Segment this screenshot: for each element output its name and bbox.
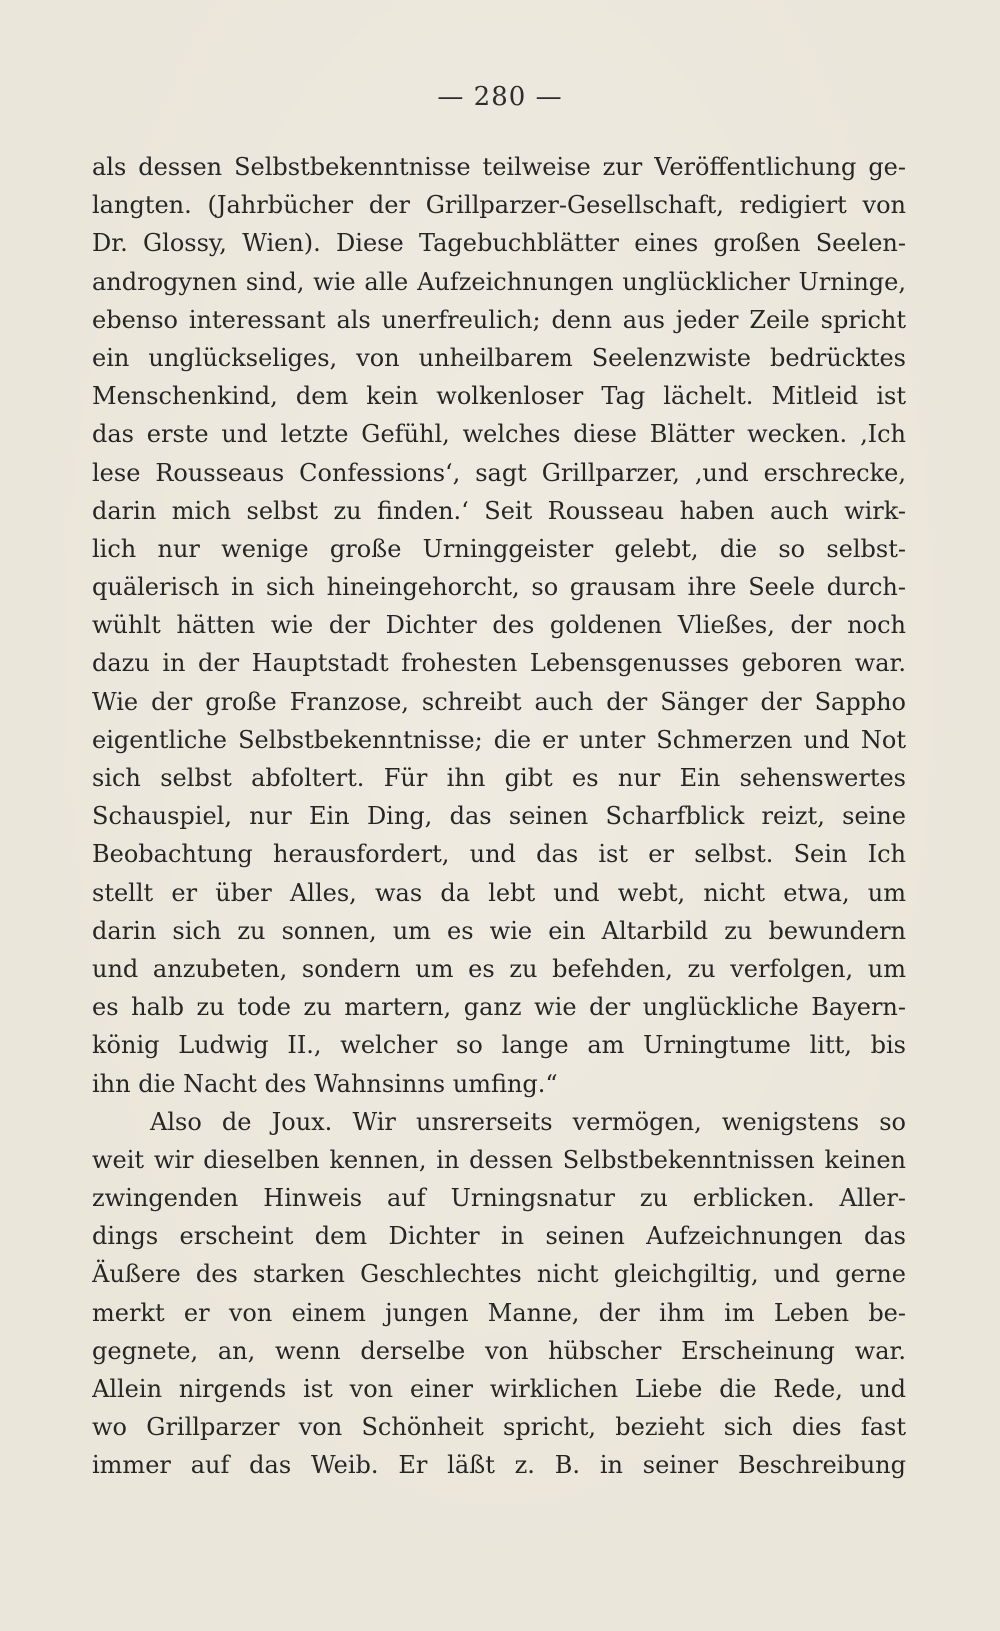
text-line: gegnete, an, wenn derselbe von hübscher Erscheinung war.	[92, 1336, 906, 1365]
text-line: dazu in der Hauptstadt frohesten Lebensgenusses geboren war.	[92, 649, 906, 678]
text-line: Schauspiel, nur Ein Ding, das seinen Scharfblick reizt, seine	[92, 802, 906, 831]
text-line: darin sich zu sonnen, um es wie ein Altarbild zu bewundern	[92, 916, 906, 945]
text-line: langten. (Jahrbücher der Grillparzer-Gesellschaft, redigiert von	[92, 191, 906, 220]
text-line: immer auf das Weib. Er läßt z. B. in seiner Beschreibung	[92, 1451, 906, 1480]
text-line: quälerisch in sich hineingehorcht, so grausam ihre Seele durch-	[92, 573, 906, 602]
text-line: wühlt hätten wie der Dichter des goldenen Vließes, der noch	[92, 611, 906, 640]
text-line: und anzubeten, sondern um es zu befehden, zu verfolgen, um	[92, 954, 906, 983]
text-line: wo Grillparzer von Schönheit spricht, bezieht sich dies fast	[92, 1413, 906, 1442]
text-line: Allein nirgends ist von einer wirklichen Liebe die Rede, und	[92, 1375, 906, 1403]
text-line: ihn die Nacht des Wahnsinns umfing.“	[92, 1069, 558, 1098]
text-line: Wie der große Franzose, schreibt auch der Sänger der Sappho	[92, 687, 906, 716]
text-line: könig Ludwig II., welcher so lange am Urningtume litt, bis	[92, 1031, 906, 1060]
body-text	[92, 148, 906, 1485]
text-line: Also de Joux. Wir unsrerseits vermögen, wenigstens so	[150, 1107, 906, 1136]
page-number: — 280 —	[437, 82, 563, 112]
text-line: Äußere des starken Geschlechtes nicht gleichgiltig, und gerne	[92, 1260, 906, 1289]
text-line: sich selbst abfoltert. Für ihn gibt es nur Ein sehenswertes	[92, 764, 906, 792]
text-line: ein unglückseliges, von unheilbarem Seelenzwiste bedrücktes	[92, 343, 906, 372]
text-line: Dr. Glossy, Wien). Diese Tagebuchblätter eines großen Seelen-	[92, 229, 906, 258]
text-line: es halb zu tode zu martern, ganz wie der unglückliche Bayern-	[92, 993, 906, 1022]
text-line: Menschenkind, dem kein wolkenloser Tag lächelt. Mitleid ist	[92, 382, 906, 411]
text-line: dings erscheint dem Dichter in seinen Aufzeichnungen das	[92, 1222, 906, 1251]
text-line: Beobachtung herausfordert, und das ist er selbst. Sein Ich	[92, 840, 906, 869]
text-line: das erste und letzte Gefühl, welches diese Blätter wecken. ‚Ich	[92, 420, 906, 449]
text-line: zwingenden Hinweis auf Urningsnatur zu erblicken. Aller-	[92, 1184, 906, 1213]
text-line: darin mich selbst zu finden.‘ Seit Rousseau haben auch wirk-	[92, 496, 906, 525]
text-line: stellt er über Alles, was da lebt und webt, nicht etwa, um	[92, 878, 906, 907]
text-line: ebenso interessant als unerfreulich; denn aus jeder Zeile spricht	[92, 305, 906, 334]
text-line: lich nur wenige große Urninggeister gelebt, die so selbst-	[92, 534, 906, 563]
text-line: merkt er von einem jungen Manne, der ihm im Leben be-	[92, 1298, 906, 1327]
text-line: als dessen Selbstbekenntnisse teilweise zur Veröffentlichung ge-	[92, 153, 906, 181]
text-line: lese Rousseaus Confessions‘, sagt Grillparzer, ‚und erschrecke,	[92, 458, 906, 487]
text-line: androgynen sind, wie alle Aufzeichnungen unglücklicher Urninge,	[92, 267, 906, 296]
text-line: eigentliche Selbstbekenntnisse; die er unter Schmerzen und Not	[92, 725, 906, 754]
text-line: weit wir dieselben kennen, in dessen Selbstbekenntnissen keinen	[92, 1145, 906, 1174]
